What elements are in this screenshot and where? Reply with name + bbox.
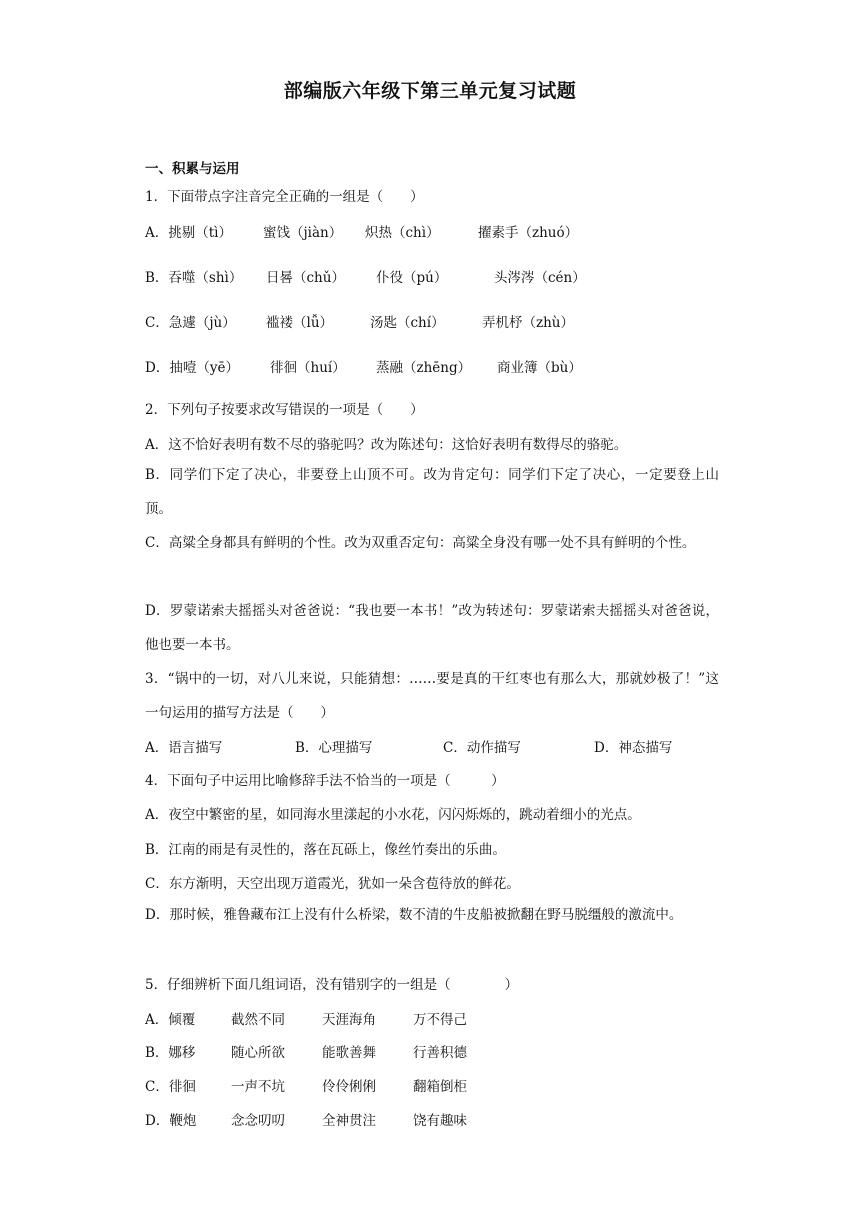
q2-option-b: B．同学们下定了决心，非要登上山顶不可。改为肯定句：同学们下定了决心，一定要登上山顶。: [145, 467, 719, 517]
q5-d-item-1: D．鞭炮: [145, 1113, 197, 1129]
q4-option-d: D．那时候，雅鲁藏布江上没有什么桥梁，数不清的牛皮船被掀翻在野马脱缰般的激流中。: [145, 907, 683, 923]
q5-c-item-2: 一声不坑: [231, 1079, 285, 1095]
q1-d-item-3: 蒸融（zhēng）: [376, 360, 472, 376]
q5-c-item-3: 伶伶俐俐: [322, 1079, 376, 1095]
q1-c-item-4: 弄机杼（zhù）: [482, 315, 575, 331]
q4-option-a: A．夜空中繁密的星，如同海水里漾起的小水花，闪闪烁烁的，跳动着细小的光点。: [145, 807, 641, 823]
q2-option-c: C．高粱全身都具有鲜明的个性。改为双重否定句：高粱全身没有哪一处不具有鲜明的个性。: [145, 535, 696, 551]
question-1-stem: 1．下面带点字注音完全正确的一组是（ ）: [145, 189, 424, 205]
q1-a-item-2: 蜜饯（jiàn）: [263, 225, 343, 241]
q3-option-b: B．心理描写: [295, 740, 373, 756]
q4-option-b: B．江南的雨是有灵性的，落在瓦砾上，像丝竹奏出的乐曲。: [145, 842, 506, 858]
q5-a-item-3: 天涯海角: [322, 1012, 376, 1028]
question-5-stem: 5．仔细辨析下面几组词语，没有错别字的一组是（ ）: [145, 977, 519, 993]
q5-b-item-3: 能歌善舞: [322, 1045, 376, 1061]
q2-option-a: A．这不恰好表明有数不尽的骆驼吗？改为陈述句：这恰好表明有数得尽的骆驼。: [145, 437, 628, 453]
q1-d-item-2: 徘徊（huí）: [270, 360, 346, 376]
q1-b-item-1: B．吞噬（shì）: [145, 270, 243, 286]
q1-a-item-3: 炽热（chì）: [365, 225, 440, 241]
q5-a-item-2: 截然不同: [231, 1012, 285, 1028]
q1-b-item-3: 仆役（pú）: [376, 270, 448, 286]
q5-b-item-2: 随心所欲: [231, 1045, 285, 1061]
q1-b-item-2: 日晷（chǔ）: [266, 270, 345, 286]
q2-option-d: D．罗蒙诺索夫摇摇头对爸爸说：“我也要一本书！”改为转述句：罗蒙诺索夫摇摇头对爸爸说，他也要一本书。: [145, 603, 719, 653]
question-2-stem: 2．下列句子按要求改写错误的一项是（ ）: [145, 402, 424, 418]
q3-option-c: C．动作描写: [443, 740, 521, 756]
q5-c-item-4: 翻箱倒柜: [413, 1079, 467, 1095]
q1-c-item-3: 汤匙（chí）: [370, 315, 445, 331]
q5-d-item-2: 念念叨叨: [231, 1113, 285, 1129]
q5-b-item-4: 行善积德: [413, 1045, 467, 1061]
q5-a-item-1: A．倾覆: [145, 1012, 196, 1028]
q5-c-item-1: C．徘徊: [145, 1079, 196, 1095]
section-heading: 一、积累与运用: [145, 161, 240, 177]
q1-d-item-1: D．抽噎（yē）: [145, 360, 239, 376]
q5-a-item-4: 万不得己: [413, 1012, 467, 1028]
page-title: 部编版六年级下第三单元复习试题: [283, 80, 577, 102]
q1-a-item-4: 擢素手（zhuó）: [478, 225, 579, 241]
q1-d-item-4: 商业簿（bù）: [497, 360, 582, 376]
q1-c-item-2: 褴褛（lǚ）: [266, 315, 334, 331]
q3-option-a: A．语言描写: [145, 740, 223, 756]
q1-a-item-1: A．挑剔（tì）: [145, 225, 232, 241]
q5-d-item-4: 饶有趣味: [413, 1113, 467, 1129]
q1-c-item-1: C．急遽（jù）: [145, 315, 236, 331]
q5-d-item-3: 全神贯注: [322, 1113, 376, 1129]
q1-b-item-4: 头涔涔（cén）: [494, 270, 586, 286]
question-3-stem: 3．“锅中的一切，对八儿来说，只能猜想：……要是真的干红枣也有那么大，那就妙极了！”这一句运用的描写方法是（ ）: [145, 671, 719, 721]
q5-b-item-1: B．娜移: [145, 1045, 196, 1061]
q3-option-d: D．神态描写: [594, 740, 673, 756]
q4-option-c: C．东方渐明，天空出现万道霞光，犹如一朵含苞待放的鲜花。: [145, 876, 520, 892]
question-4-stem: 4．下面句子中运用比喻修辞手法不恰当的一项是（ ）: [145, 773, 505, 789]
